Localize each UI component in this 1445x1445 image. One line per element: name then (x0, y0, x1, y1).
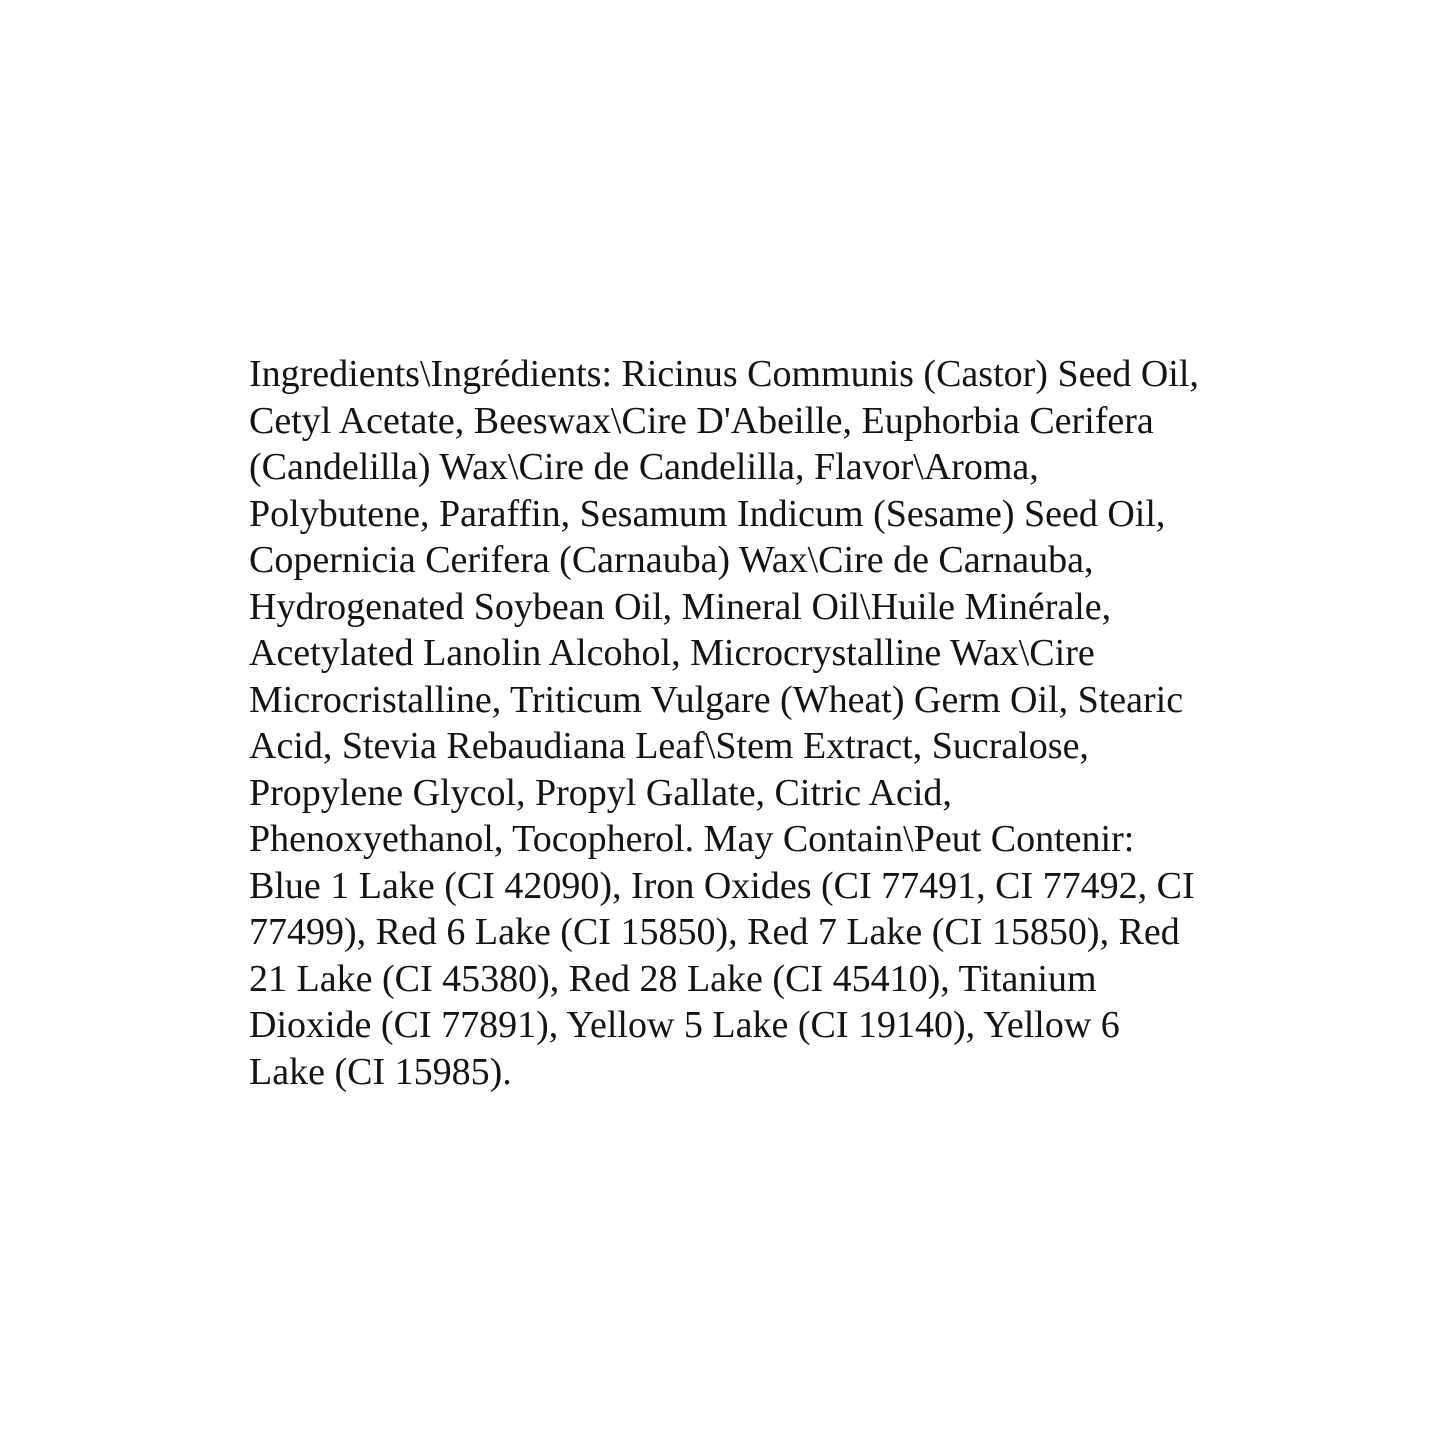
ingredients-line: Cetyl Acetate, Beeswax\Cire D'Abeille, Euphorbia Cerifera (249, 399, 1154, 442)
ingredients-line: Hydrogenated Soybean Oil, Mineral Oil\Huile Minérale, (249, 585, 1112, 628)
ingredients-line: Polybutene, Paraffin, Sesamum Indicum (Sesame) Seed Oil, (249, 492, 1166, 535)
ingredients-line: Phenoxyethanol, Tocopherol. May Contain\Peut Contenir: (249, 818, 1135, 860)
ingredients-line: Propylene Glycol, Propyl Gallate, Citric Acid, (249, 771, 952, 814)
ingredients-line: Blue 1 Lake (CI 42090), Iron Oxides (CI 77491, CI 77492, CI (249, 864, 1195, 907)
ingredients-text-block (249, 351, 1199, 1095)
ingredients-line: Copernicia Cerifera (Carnauba) Wax\Cire de Carnauba, (249, 539, 1094, 581)
ingredients-line: 21 Lake (CI 45380), Red 28 Lake (CI 45410), Titanium (249, 957, 1097, 1000)
ingredients-line: 77499), Red 6 Lake (CI 15850), Red 7 Lake (CI 15850), Red (249, 911, 1180, 953)
ingredients-line: Acid, Stevia Rebaudiana Leaf\Stem Extract, Sucralose, (249, 725, 1089, 767)
ingredients-line: Acetylated Lanolin Alcohol, Microcrystalline Wax\Cire (249, 632, 1095, 674)
ingredients-line: Lake (CI 15985). (249, 1050, 512, 1093)
ingredients-line: Microcristalline, Triticum Vulgare (Wheat) Germ Oil, Stearic (249, 678, 1184, 721)
ingredients-line: Ingredients\Ingrédients: Ricinus Communis (Castor) Seed Oil, (249, 353, 1199, 395)
ingredients-line: (Candelilla) Wax\Cire de Candelilla, Flavor\Aroma, (249, 446, 1039, 488)
ingredients-line: Dioxide (CI 77891), Yellow 5 Lake (CI 19140), Yellow 6 (249, 1004, 1120, 1046)
